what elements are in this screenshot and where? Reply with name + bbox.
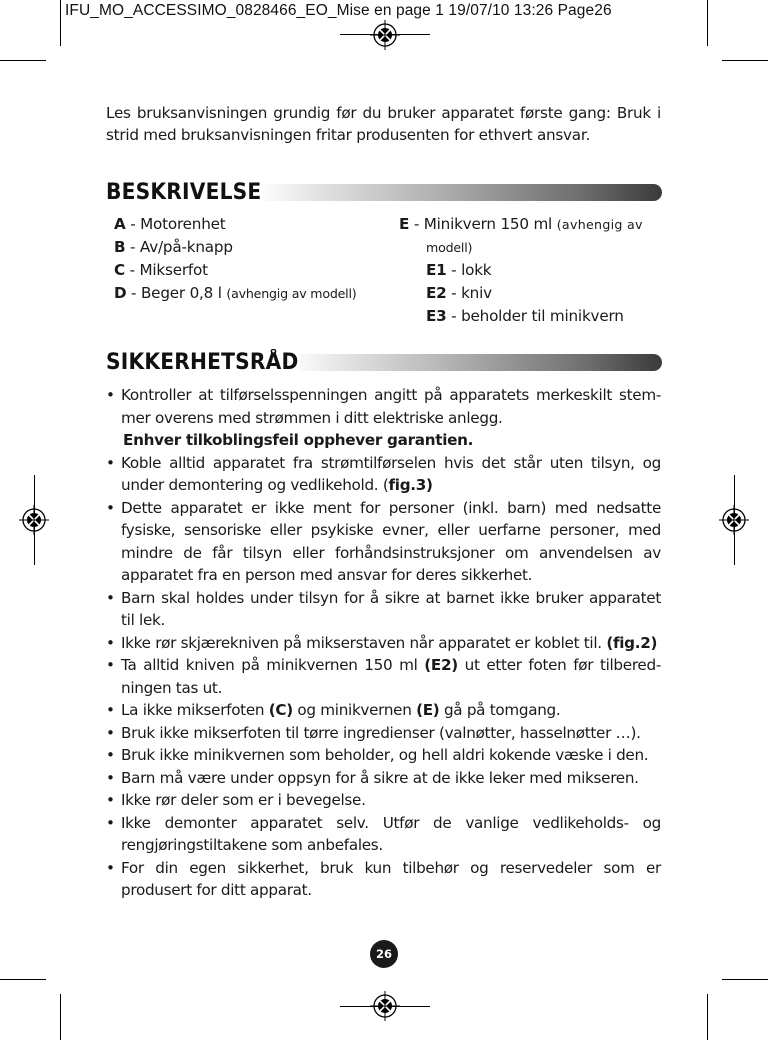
part-item-a: A - Motorenhet — [114, 215, 226, 233]
safety-title: SIKKERHETSRÅD — [106, 350, 299, 375]
page-number: 26 — [370, 940, 398, 968]
list-item: • Ikke demonter apparatet selv. Utfør de vanlige vedlikeholds- og rengjøringstiltakene som anbefales. — [106, 812, 661, 857]
safety-heading — [106, 350, 662, 376]
crop-mark — [0, 60, 46, 61]
list-item: • Kontroller at tilførselsspenningen angitt på apparatets merkeskilt stem-mer overens med strømmen i ditt elektriske anlegg. Enhver tilkoblingsfeil opphever garantien. — [106, 384, 661, 452]
warranty-warning: Enhver tilkoblingsfeil opphever garantien. — [123, 431, 474, 449]
crop-mark — [707, 0, 708, 46]
heading-bar — [256, 184, 662, 201]
list-item: • For din egen sikkerhet, bruk kun tilbehør og reservedeler som er produsert for ditt apparat. — [106, 857, 661, 902]
description-left-column — [114, 213, 357, 305]
list-item: • Bruk ikke mikserfoten til tørre ingredienser (valnøtter, hasselnøtter …). — [106, 722, 661, 745]
list-item: • Barn skal holdes under tilsyn for å sikre at barnet ikke bruker apparatet til lek. — [106, 587, 661, 632]
registration-mark-icon — [370, 991, 400, 1021]
print-slug: IFU_MO_ACCESSIMO_0828466_EO_Mise en page 1 19/07/10 13:26 Page26 — [65, 2, 612, 19]
list-item: • Dette apparatet er ikke ment for personer (inkl. barn) med nedsatte fysiske, sensoriske eller psykiske evner, eller uerfarne personer, med mindre de får tilsyn eller forhåndsinstruksjoner om anvendelsen av apparatet fra en person med ansvar for deres sikkerhet. — [106, 497, 661, 587]
heading-bar — [290, 354, 662, 371]
part-item-b: B - Av/på-knapp — [114, 238, 233, 256]
list-item: • Koble alltid apparatet fra strømtilførselen hvis det står uten tilsyn, og under demontering og vedlikehold. (fig.3) — [106, 452, 661, 497]
list-item: • Bruk ikke minikvernen som beholder, og hell aldri kokende væske i den. — [106, 744, 661, 767]
description-title: BESKRIVELSE — [106, 180, 262, 205]
crop-mark — [60, 0, 61, 46]
list-item: • Ikke rør deler som er i bevegelse. — [106, 789, 661, 812]
list-item: • Ikke rør skjærekniven på mikserstaven når apparatet er koblet til. (fig.2) — [106, 632, 661, 655]
part-item-e3: E3 - beholder til minikvern — [426, 307, 624, 325]
crop-mark — [722, 60, 768, 61]
registration-mark-icon — [719, 505, 749, 535]
list-item: • Ta alltid kniven på minikvernen 150 ml (E2) ut etter foten før tilbered-ningen tas ut. — [106, 654, 661, 699]
part-item-e2: E2 - kniv — [426, 284, 492, 302]
part-item-e-note: modell) — [426, 240, 473, 255]
crop-mark — [707, 994, 708, 1040]
crop-mark — [722, 979, 768, 980]
crop-mark — [0, 979, 46, 980]
crop-mark — [60, 994, 61, 1040]
registration-mark-icon — [19, 505, 49, 535]
part-item-e: E - Minikvern 150 ml (avhengig av — [399, 215, 643, 233]
safety-list — [106, 384, 661, 902]
registration-mark-icon — [370, 20, 400, 50]
list-item: • Barn må være under oppsyn for å sikre at de ikke leker med mikseren. — [106, 767, 661, 790]
description-right-column — [399, 213, 661, 328]
description-heading — [106, 180, 662, 206]
intro-paragraph: Les bruksanvisningen grundig før du bruker apparatet første gang: Bruk i strid med bruksanvisningen fritar produsenten for ethvert ansvar. — [106, 104, 661, 144]
part-item-c: C - Mikserfot — [114, 261, 208, 279]
part-item-e1: E1 - lokk — [426, 261, 492, 279]
list-item: • La ikke mikserfoten (C) og minikvernen (E) gå på tomgang. — [106, 699, 661, 722]
part-item-d: D - Beger 0,8 l (avhengig av modell) — [114, 284, 357, 302]
